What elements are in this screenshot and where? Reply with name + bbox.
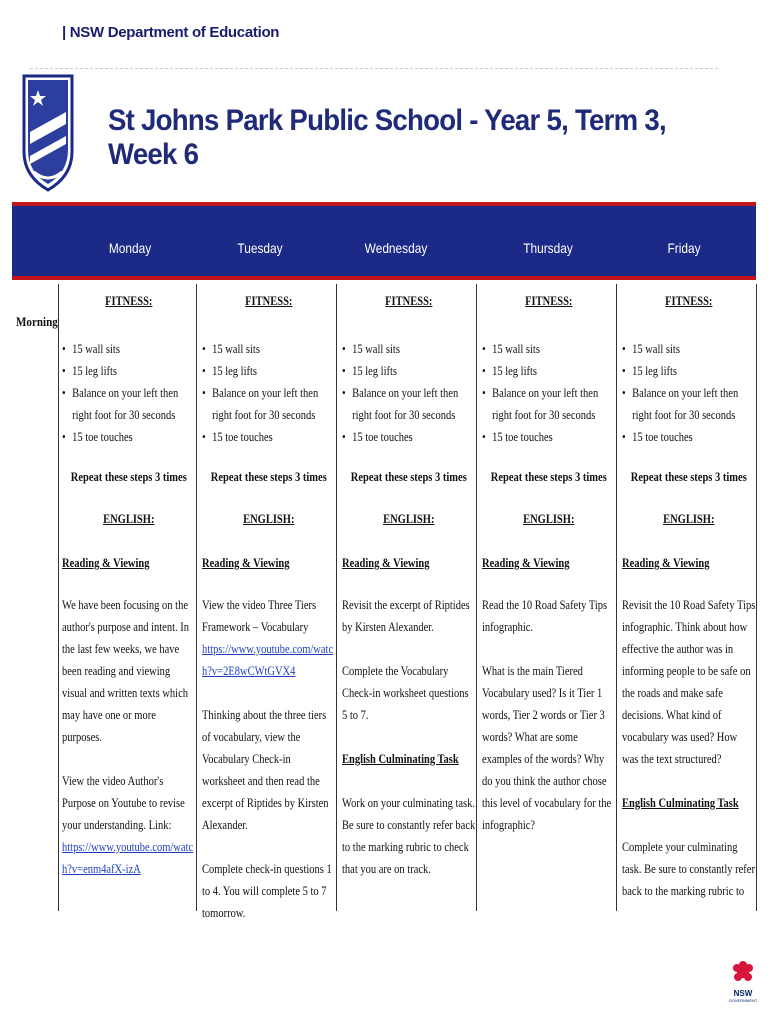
english-heading: ENGLISH: (383, 512, 435, 526)
thursday-column (482, 290, 616, 836)
friday-column (622, 290, 756, 902)
column-divider (196, 284, 197, 911)
friday-text: Complete your culminating task. Be sure to constantly refer back to the marking rubric to (622, 840, 755, 898)
nsw-government-logo (728, 960, 758, 1002)
day-friday: Friday (667, 240, 701, 256)
column-divider (616, 284, 617, 911)
column-divider (476, 284, 477, 911)
wednesday-text: Work on your culminating task. Be sure to constantly refer back to the marking rubric to check that you are on track. (342, 796, 476, 876)
list-item: • 15 leg lifts (202, 360, 336, 382)
list-item: • 15 toe touches (342, 426, 476, 448)
fitness-list (342, 338, 476, 448)
day-thursday: Thursday (523, 240, 573, 256)
day-tuesday: Tuesday (237, 240, 283, 256)
list-item: • 15 wall sits (62, 338, 196, 360)
page-title: St Johns Park Public School - Year 5, Term 3, Week 6 (108, 104, 666, 171)
list-item: • Balance on your left then right foot for 30 seconds (622, 382, 756, 426)
list-item: • 15 leg lifts (342, 360, 476, 382)
reading-viewing-heading: Reading & Viewing (622, 556, 710, 570)
fitness-heading: FITNESS: (385, 294, 433, 308)
culminating-task-heading: English Culminating Task (622, 796, 739, 810)
english-heading: ENGLISH: (103, 512, 155, 526)
culminating-task-heading: English Culminating Task (342, 752, 459, 766)
monday-text: We have been focusing on the author's purpose and intent. In the last few weeks, we have been reading and viewing visual and written texts which may have one or more purposes. (62, 598, 189, 744)
fitness-heading: FITNESS: (665, 294, 713, 308)
tuesday-column (202, 290, 336, 924)
repeat-note: Repeat these steps 3 times (350, 470, 467, 484)
row-label-morning: Morning (16, 314, 58, 329)
list-item: • Balance on your left then right foot for 30 seconds (482, 382, 616, 426)
department-label: | NSW Department of Education (62, 24, 280, 41)
list-item: • Balance on your left then right foot for 30 seconds (342, 382, 476, 426)
monday-text: View the video Author's Purpose on Youtube to revise your understanding. Link: (62, 774, 185, 832)
fitness-list (622, 338, 756, 448)
repeat-note: Repeat these steps 3 times (490, 470, 607, 484)
thursday-text: What is the main Tiered Vocabulary used? Is it Tier 1 words, Tier 2 words or Tier 3 words? What are some examples of the words? Why do you think the author chose this level of vocabulary for the infographic? (482, 664, 612, 832)
reading-viewing-heading: Reading & Viewing (482, 556, 570, 570)
wednesday-text: Complete the Vocabulary Check-in worksheet questions 5 to 7. (342, 664, 469, 722)
days-header (12, 202, 756, 280)
repeat-note: Repeat these steps 3 times (70, 470, 187, 484)
header-divider (30, 68, 718, 69)
english-heading: ENGLISH: (243, 512, 295, 526)
repeat-note: Repeat these steps 3 times (210, 470, 327, 484)
list-item: • 15 toe touches (622, 426, 756, 448)
reading-viewing-heading: Reading & Viewing (202, 556, 290, 570)
repeat-note: Repeat these steps 3 times (630, 470, 747, 484)
list-item: • 15 toe touches (202, 426, 336, 448)
column-divider (756, 284, 757, 911)
thursday-text: Read the 10 Road Safety Tips infographic. (482, 598, 608, 634)
list-item: • 15 toe touches (62, 426, 196, 448)
wednesday-text: Revisit the excerpt of Riptides by Kirsten Alexander. (342, 598, 470, 634)
list-item: • 15 leg lifts (622, 360, 756, 382)
nsw-logo-subtext: GOVERNMENT (728, 998, 758, 1003)
reading-viewing-heading: Reading & Viewing (62, 556, 150, 570)
monday-column (62, 290, 196, 880)
list-item: • 15 wall sits (622, 338, 756, 360)
tuesday-text: Complete check-in questions 1 to 4. You will complete 5 to 7 tomorrow. (202, 862, 332, 920)
list-item: • 15 leg lifts (482, 360, 616, 382)
list-item: • Balance on your left then right foot for 30 seconds (202, 382, 336, 426)
tuesday-text: Thinking about the three tiers of vocabulary, view the Vocabulary Check-in worksheet and then read the excerpt of Riptides by Kirsten Alexander. (202, 708, 329, 832)
tuesday-text: View the video Three Tiers Framework – Vocabulary (202, 598, 317, 634)
monday-video-link[interactable]: https://www.youtube.com/watch?v=enm4afX-izA (62, 840, 194, 876)
column-divider (336, 284, 337, 911)
fitness-list (202, 338, 336, 448)
fitness-list (482, 338, 616, 448)
fitness-list (62, 338, 196, 448)
fitness-heading: FITNESS: (525, 294, 573, 308)
friday-text: Revisit the 10 Road Safety Tips infographic. Think about how effective the author was in informing people to be safe on the roads and make safe decisions. What kind of vocabulary was used? How was the text structured? (622, 598, 756, 766)
reading-viewing-heading: Reading & Viewing (342, 556, 430, 570)
waratah-icon (730, 960, 756, 984)
day-monday: Monday (108, 240, 152, 256)
wednesday-column (342, 290, 476, 880)
tuesday-video-link[interactable]: https://www.youtube.com/watch?v=2E8wCWtGVX4 (202, 642, 334, 678)
school-crest-icon (20, 72, 76, 194)
day-wednesday: Wednesday (364, 240, 428, 256)
list-item: • 15 leg lifts (62, 360, 196, 382)
list-item: • 15 wall sits (342, 338, 476, 360)
nsw-logo-text: NSW (733, 989, 753, 998)
english-heading: ENGLISH: (663, 512, 715, 526)
list-item: • 15 wall sits (202, 338, 336, 360)
column-divider (58, 284, 59, 911)
fitness-heading: FITNESS: (105, 294, 153, 308)
english-heading: ENGLISH: (523, 512, 575, 526)
list-item: • 15 wall sits (482, 338, 616, 360)
list-item: • Balance on your left then right foot for 30 seconds (62, 382, 196, 426)
fitness-heading: FITNESS: (245, 294, 293, 308)
list-item: • 15 toe touches (482, 426, 616, 448)
